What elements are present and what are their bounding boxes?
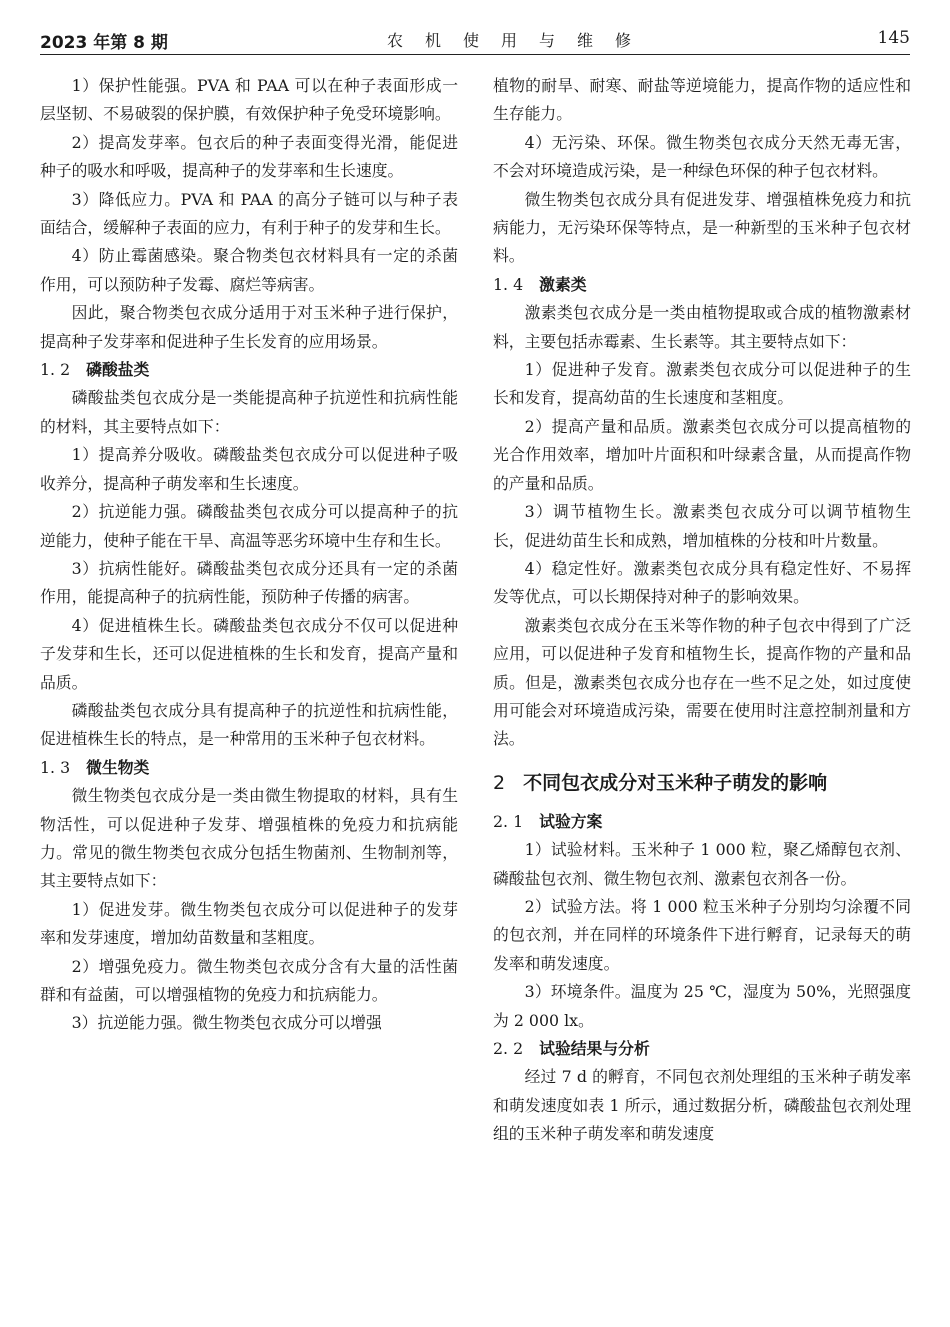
paragraph: 1）保护性能强。PVA 和 PAA 可以在种子表面形成一层坚韧、不易破裂的保护膜，有效保护种子免受环境影响。 — [40, 76, 458, 124]
paragraph: 1）试验材料。玉米种子 1 000 粒，聚乙烯醇包衣剂、磷酸盐包衣剂、微生物包衣剂、激素包衣剂各一份。 — [493, 840, 911, 888]
paragraph: 4）无污染、环保。微生物类包衣成分天然无毒无害，不会对环境造成污染，是一种绿色环保的种子包衣材料。 — [493, 132, 911, 181]
paragraph: 激素类包衣成分在玉米等作物的种子包衣中得到了广泛应用，可以促进种子发育和植物生长，提高作物的产量和品质。但是，激素类包衣成分也存在一些不足之处，如过度使用可能会对环境造成污染，需要在使用时注意控制剂量和方法。 — [493, 615, 911, 749]
section-number: 2 — [493, 771, 506, 794]
page-header — [40, 24, 910, 55]
paragraph: 3）调节植物生长。激素类包衣成分可以调节植物生长，促进幼苗生长和成熟，增加植株的分枝和叶片数量。 — [493, 502, 911, 550]
paragraph: 微生物类包衣成分具有促进发芽、增强植株免疫力和抗病能力，无污染环保等特点，是一种新型的玉米种子包衣材料。 — [493, 189, 911, 266]
section-number: 1. 3 — [40, 757, 71, 777]
section-number: 2. 1 — [493, 811, 524, 831]
section-heading-1-3 — [40, 754, 458, 782]
section-title: 微生物类 — [86, 757, 150, 777]
paragraph: 1）促进种子发育。激素类包衣成分可以促进种子的生长和发育，提高幼苗的生长速度和茎粗度。 — [493, 360, 911, 408]
paragraph: 2）增强免疫力。微生物类包衣成分含有大量的活性菌群和有益菌，可以增强植物的免疫力和抗病能力。 — [40, 956, 458, 1004]
issue-label: 2023 年第 8 期 — [40, 33, 168, 53]
paragraph: 2）抗逆能力强。磷酸盐类包衣成分可以提高种子的抗逆能力，使种子能在干旱、高温等恶劣环境中生存和生长。 — [40, 502, 458, 550]
paragraph: 1）提高养分吸收。磷酸盐类包衣成分可以促进种子吸收养分，提高种子萌发率和生长速度。 — [40, 445, 458, 493]
section-title: 试验方案 — [539, 811, 603, 831]
paragraph: 激素类包衣成分是一类由植物提取或合成的植物激素材料，主要包括赤霉素、生长素等。其主要特点如下： — [493, 303, 911, 351]
paragraph: 磷酸盐类包衣成分是一类能提高种子抗逆性和抗病性能的材料，其主要特点如下： — [40, 388, 458, 436]
paragraph: 经过 7 d 的孵育，不同包衣剂处理组的玉米种子萌发率和萌发速度如表 1 所示，通过数据分析，磷酸盐包衣剂处理组的玉米种子萌发率和萌发速度 — [493, 1067, 911, 1144]
left-column — [40, 72, 458, 1038]
section-heading-1-4 — [493, 271, 911, 299]
section-number: 1. 4 — [493, 274, 524, 294]
paragraph: 4）稳定性好。激素类包衣成分具有稳定性好、不易挥发等优点，可以长期保持对种子的影响效果。 — [493, 558, 911, 607]
paragraph: 2）试验方法。将 1 000 粒玉米种子分别均匀涂覆不同的包衣剂，并在同样的环境条件下进行孵育，记录每天的萌发率和萌发速度。 — [493, 896, 911, 973]
page-number: 145 — [877, 28, 910, 48]
section-title: 激素类 — [539, 274, 587, 294]
journal-title: 农机使用与维修 — [386, 31, 653, 50]
paragraph: 4）促进植株生长。磷酸盐类包衣成分不仅可以促进种子发芽和生长，还可以促进植株的生长和发育，提高产量和品质。 — [40, 615, 458, 692]
paragraph: 2）提高产量和品质。激素类包衣成分可以提高植物的光合作用效率，增加叶片面积和叶绿素含量，从而提高作物的产量和品质。 — [493, 416, 911, 493]
section-title: 磷酸盐类 — [86, 360, 150, 380]
paragraph: 磷酸盐类包衣成分具有提高种子的抗逆性和抗病性能，促进植株生长的特点，是一种常用的玉米种子包衣材料。 — [40, 700, 458, 749]
right-column — [493, 72, 911, 1149]
section-title: 不同包衣成分对玉米种子萌发的影响 — [523, 771, 828, 794]
paragraph: 2）提高发芽率。包衣后的种子表面变得光滑，能促进种子的吸水和呼吸，提高种子的发芽率和生长速度。 — [40, 132, 458, 181]
paragraph: 3）抗病性能好。磷酸盐类包衣成分还具有一定的杀菌作用，能提高种子的抗病性能，预防种子传播的病害。 — [40, 558, 458, 607]
paragraph: 3）抗逆能力强。微生物类包衣成分可以增强 — [71, 1013, 382, 1033]
section-heading-2-2 — [493, 1035, 911, 1063]
paragraph: 4）防止霉菌感染。聚合物类包衣材料具有一定的杀菌作用，可以预防种子发霉、腐烂等病害。 — [40, 246, 458, 294]
section-heading-1-2 — [40, 356, 458, 384]
section-number: 1. 2 — [40, 360, 71, 380]
section-number: 2. 2 — [493, 1039, 524, 1058]
paragraph: 1）促进发芽。微生物类包衣成分可以促进种子的发芽率和发芽速度，增加幼苗数量和茎粗度。 — [40, 899, 458, 948]
section-heading-2 — [493, 768, 911, 798]
paragraph: 3）降低应力。PVA 和 PAA 的高分子链可以与种子表面结合，缓解种子表面的应力，有利于种子的发芽和生长。 — [40, 189, 458, 238]
paragraph: 植物的耐旱、耐寒、耐盐等逆境能力，提高作物的适应性和生存能力。 — [493, 76, 911, 124]
section-title: 试验结果与分析 — [539, 1039, 650, 1058]
paragraph: 微生物类包衣成分是一类由微生物提取的材料，具有生物活性，可以促进种子发芽、增强植株的免疫力和抗病能力。常见的微生物类包衣成分包括生物菌剂、生物制剂等，其主要特点如下： — [40, 786, 458, 891]
paragraph: 因此，聚合物类包衣成分适用于对玉米种子进行保护，提高种子发芽率和促进种子生长发育的应用场景。 — [40, 303, 458, 351]
section-heading-2-1 — [493, 808, 911, 836]
paragraph: 3）环境条件。温度为 25 ℃，湿度为 50%，光照强度为 2 000 lx。 — [493, 982, 911, 1030]
